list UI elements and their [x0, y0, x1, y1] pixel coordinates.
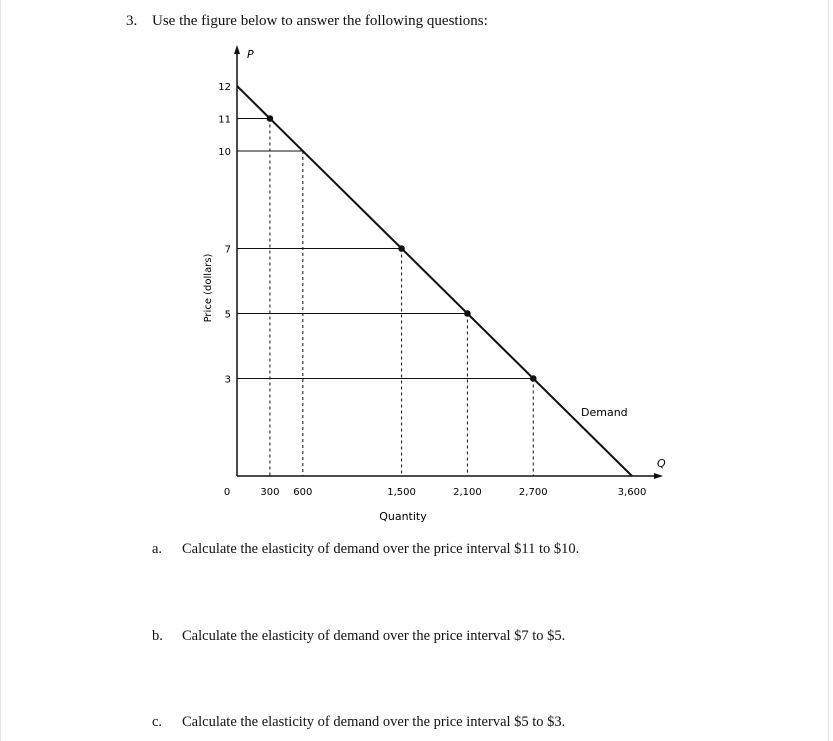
- x-axis-arrowhead: [654, 473, 663, 479]
- part-b-letter: b.: [152, 628, 163, 644]
- x-tick-label-3: 1,500: [387, 487, 416, 498]
- x-axis-letter: Q: [657, 457, 666, 470]
- part-c-letter: c.: [152, 714, 163, 730]
- y-tick-label-4: 5: [224, 309, 231, 321]
- x-axis-label: Quantity: [379, 510, 427, 523]
- part-b: [152, 628, 565, 645]
- question-number: 3.: [126, 13, 138, 29]
- x-tick-label-5: 2,700: [518, 487, 548, 498]
- y-tick-label-1: 11: [218, 114, 231, 126]
- y-tick-label-0: 12: [218, 82, 231, 93]
- part-a-letter: a.: [152, 541, 163, 557]
- y-axis-arrowhead: [234, 45, 240, 54]
- demand-point-1: [398, 245, 405, 252]
- part-a: [152, 541, 579, 558]
- demand-curve: [237, 86, 632, 476]
- demand-point-0: [267, 115, 274, 122]
- demand-point-2: [464, 310, 471, 317]
- part-a-text: Calculate the elasticity of demand over the price interval $11 to $10.: [182, 541, 580, 557]
- y-tick-label-5: 3: [224, 374, 231, 386]
- x-tick-label-1: 300: [260, 487, 280, 498]
- part-c-text: Calculate the elasticity of demand over the price interval $5 to $3.: [182, 714, 566, 730]
- y-tick-label-3: 7: [224, 244, 231, 256]
- tick-labels: [218, 82, 646, 498]
- part-b-text: Calculate the elasticity of demand over the price interval $7 to $5.: [182, 628, 566, 644]
- x-tick-label-0: 0: [223, 487, 231, 498]
- x-tick-label-2: 600: [293, 487, 313, 498]
- y-tick-label-2: 10: [218, 147, 231, 158]
- y-axis-letter: P: [247, 48, 254, 61]
- part-c: [152, 714, 565, 731]
- y-axis-label: Price (dollars): [203, 253, 214, 323]
- x-tick-label-4: 2,100: [453, 487, 482, 498]
- x-tick-label-6: 3,600: [617, 487, 647, 498]
- guide-lines: [237, 119, 533, 477]
- demand-point-3: [530, 375, 537, 382]
- question-prompt: Use the figure below to answer the following questions:: [152, 13, 488, 29]
- demand-curve-label: Demand: [581, 406, 628, 419]
